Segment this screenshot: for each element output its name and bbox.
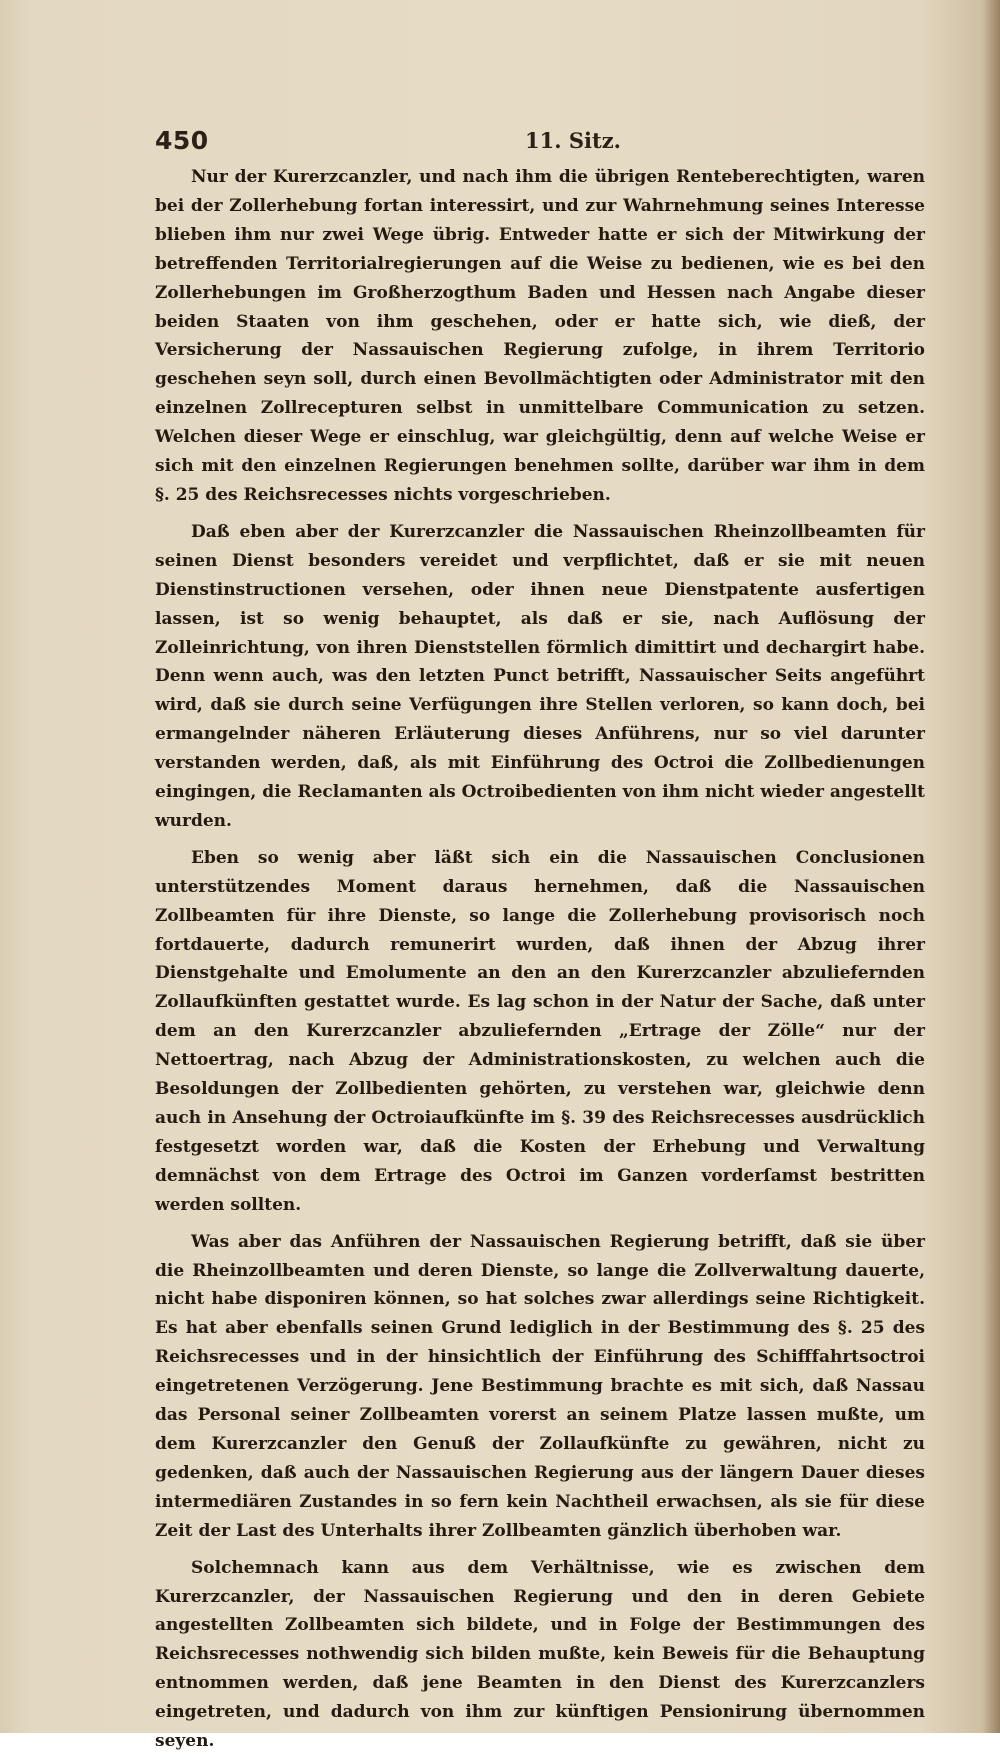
running-head: 11. Sitz. — [525, 128, 621, 153]
page-header — [155, 126, 925, 160]
paragraph-3: Eben so wenig aber läßt sich ein die Nassauischen Conclusionen unterstützendes Moment daraus hernehmen, daß die Nassauischen Zollbeamten für ihre Dienste, so lange die Zollerhebung provisorisch noch fortdauerte, dadurch remunerirt wurden, daß ihnen der Abzug ihrer Dienstgehalte und Emolumente an den an den Kurerzcanzler abzuliefernden Zollaufkünften gestattet wurde. Es lag schon in der Natur der Sache, daß unter dem an den Kurerzcanzler abzuliefernden „Ertrage der Zölle“ nur der Nettoertrag, nach Abzug der Administrationskosten, zu welchen auch die Besoldungen der Zollbedienten gehörten, zu verstehen war, gleichwie denn auch in Ansehung der Octroiaufkünfte im §. 39 des Reichsrecesses ausdrücklich festgesetzt worden war, daß die Kosten der Erhebung und Verwaltung demnächst von dem Ertrage des Octroi im Ganzen vorderſamst bestritten werden sollten. — [155, 847, 925, 1215]
paragraph-2: Daß eben aber der Kurerzcanzler die Nassauischen Rheinzollbeamten für seinen Dienst besonders vereidet und verpflichtet, daß er sie mit neuen Dienstinstructionen versehen, oder ihnen neue Dienstpatente ausfertigen lassen, ist so wenig behauptet, als daß er sie, nach Auflösung der Zolleinrichtung, von ihren Dienststellen förmlich dimittirt und dechargirt habe. Denn wenn auch, was den letzten Punct betrifft, Nassauischer Seits angeführt wird, daß sie durch seine Verfügungen ihre Stellen verloren, so kann doch, bei ermangelnder näheren Erläuterung dieses Anführens, nur so viel darunter verstanden werden, daß, als mit Einführung des Octroi die Zollbedienungen eingingen, die Reclamanten als Octroibedienten von ihm nicht wieder angestellt wurden. — [155, 521, 925, 831]
paragraph-5: Solchemnach kann aus dem Verhältnisse, wie es zwischen dem Kurerzcanzler, der Nassauischen Regierung und den in deren Gebiete angestellten Zollbeamten sich bildete, und in Folge der Bestimmungen des Reichsrecesses nothwendig sich bilden mußte, kein Beweis für die Behauptung entnommen werden, daß jene Beamten in den Dienst des Kurerzcanzlers eingetreten, und dadurch von ihm zur künftigen Pensionirung übernommen seyen. — [155, 1557, 925, 1752]
body-text — [155, 163, 925, 1764]
page-edge-shadow — [982, 0, 1000, 1733]
paragraph-1: Nur der Kurerzcanzler, und nach ihm die übrigen Renteberechtigten, waren bei der Zollerhebung fortan interessirt, und zur Wahrnehmung seines Interesse blieben ihm nur zwei Wege übrig. Entweder hatte er sich der Mitwirkung der betreffenden Territorialregierungen auf die Weise zu bedienen, wie es bei den Zollerhebungen im Großherzogthum Baden und Hessen nach Angabe dieser beiden Staaten von ihm geschehen, oder er hatte sich, wie dieß, der Versicherung der Nassauischen Regierung zufolge, in ihrem Territorio geschehen seyn soll, durch einen Bevollmächtigten oder Administrator mit den einzelnen Zollrecepturen selbst in unmittelbare Communication zu setzen. Welchen dieser Wege er einschlug, war gleichgültig, denn auf welche Weise er sich mit den einzelnen Regierungen benehmen sollte, darüber war ihm in dem §. 25 des Reichsrecesses nichts vorgeschrieben. — [155, 167, 925, 505]
paragraph-4: Was aber das Anführen der Nassauischen Regierung betrifft, daß sie über die Rheinzollbeamten und deren Dienste, so lange die Zollverwaltung dauerte, nicht habe disponiren können, so hat solches zwar allerdings seine Richtigkeit. Es hat aber ebenfalls seinen Grund lediglich in der Bestimmung des §. 25 des Reichsrecesses und in der hinsichtlich der Einführung des Schifffahrtsoctroi eingetretenen Verzögerung. Jene Bestimmung brachte es mit sich, daß Nassau das Personal seiner Zollbeamten vorerst an seinem Platze lassen mußte, um dem Kurerzcanzler den Genuß der Zollaufkünfte zu gewähren, nicht zu gedenken, daß auch der Nassauischen Regierung aus der längern Dauer dieses intermediären Zustandes in so fern kein Nachtheil erwachsen, als sie für diese Zeit der Last des Unterhalts ihrer Zollbeamten gänzlich überhoben war. — [155, 1231, 925, 1541]
page-number: 450 — [155, 126, 209, 155]
